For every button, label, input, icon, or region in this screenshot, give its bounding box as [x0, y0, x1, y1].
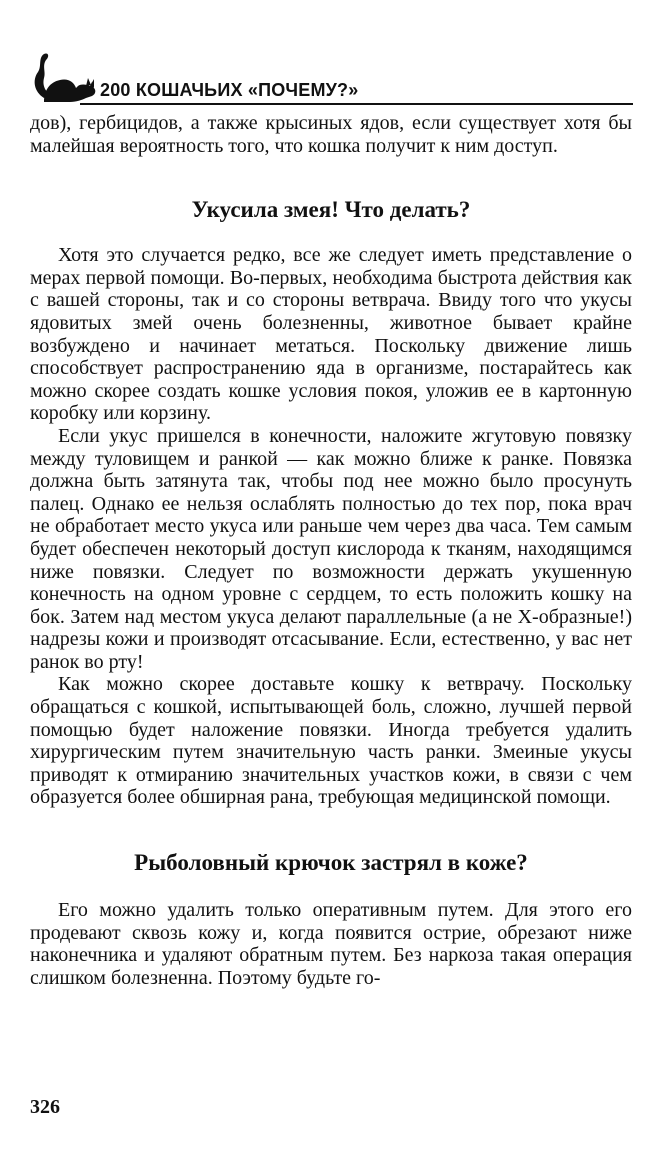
running-header-title: 200 КОШАЧЬИХ «ПОЧЕМУ?» [100, 80, 359, 100]
paragraph: Как можно скорее доставьте кошку к ветврачу. Поскольку обращаться с кошкой, испытывающей боль, сложно, лучшей первой помощью будет наложение повязки. Иногда требуется удалить хирургическим путем значительную часть ранки. Змеиные укусы приводят к отмиранию значительных участков кожи, в связи с чем образуется более обширная рана, требующая медицинской помощи. [30, 673, 632, 809]
section-heading-fishing-hook: Рыболовный крючок застрял в коже? [134, 850, 528, 876]
page-body [30, 112, 632, 989]
paragraph: Его можно удалить только оперативным путем. Для этого его продевают сквозь кожу и, когда появится острие, обрезают ниже наконечника и удаляют обратным путем. Без наркоза такая операция слишком болезненна. Поэтому будьте го- [30, 899, 632, 989]
paragraph: Если укус пришелся в конечности, наложите жгутовую повязку между туловищем и ранкой — как можно ближе к ранке. Повязка должна быть затянута так, чтобы под нее можно было просунуть палец. Однако ее нельзя ослаблять полностью до тех пор, пока врач не обработает место укуса или раньше чем через два часа. Тем самым будет обеспечен некоторый доступ кислорода к тканям, находящимся ниже повязки. Следует по возможности держать укушенную конечность на одном уровне с сердцем, то есть положить кошку на бок. Затем над местом укуса делают параллельные (а не X-образные!) надрезы кожи и производят отсасывание. Если, естественно, у вас нет ранок во рту! [30, 424, 632, 673]
cat-silhouette-icon [30, 42, 100, 106]
section-heading-snake-bite: Укусила змея! Что делать? [191, 197, 471, 223]
running-header [30, 42, 633, 106]
intro-paragraph: дов), гербицидов, а также крысиных ядов, если существует хотя бы малейшая вероятность того, что кошка получит к ним доступ. [30, 112, 632, 157]
page-number: 326 [30, 1096, 60, 1118]
header-rule [80, 103, 633, 105]
paragraph: Хотя это случается редко, все же следует иметь представление о мерах первой помощи. Во-первых, необходима быстрота действия как с вашей стороны, так и со стороны ветврача. Ввиду того что укусы ядовитых змей очень болезненны, животное бывает крайне возбуждено и начинает метаться. Поскольку движение лишь способствует распространению яда в организме, постарайтесь как можно скорее создать кошке условия покоя, уложив ее в картонную коробку или корзину. [30, 244, 632, 425]
